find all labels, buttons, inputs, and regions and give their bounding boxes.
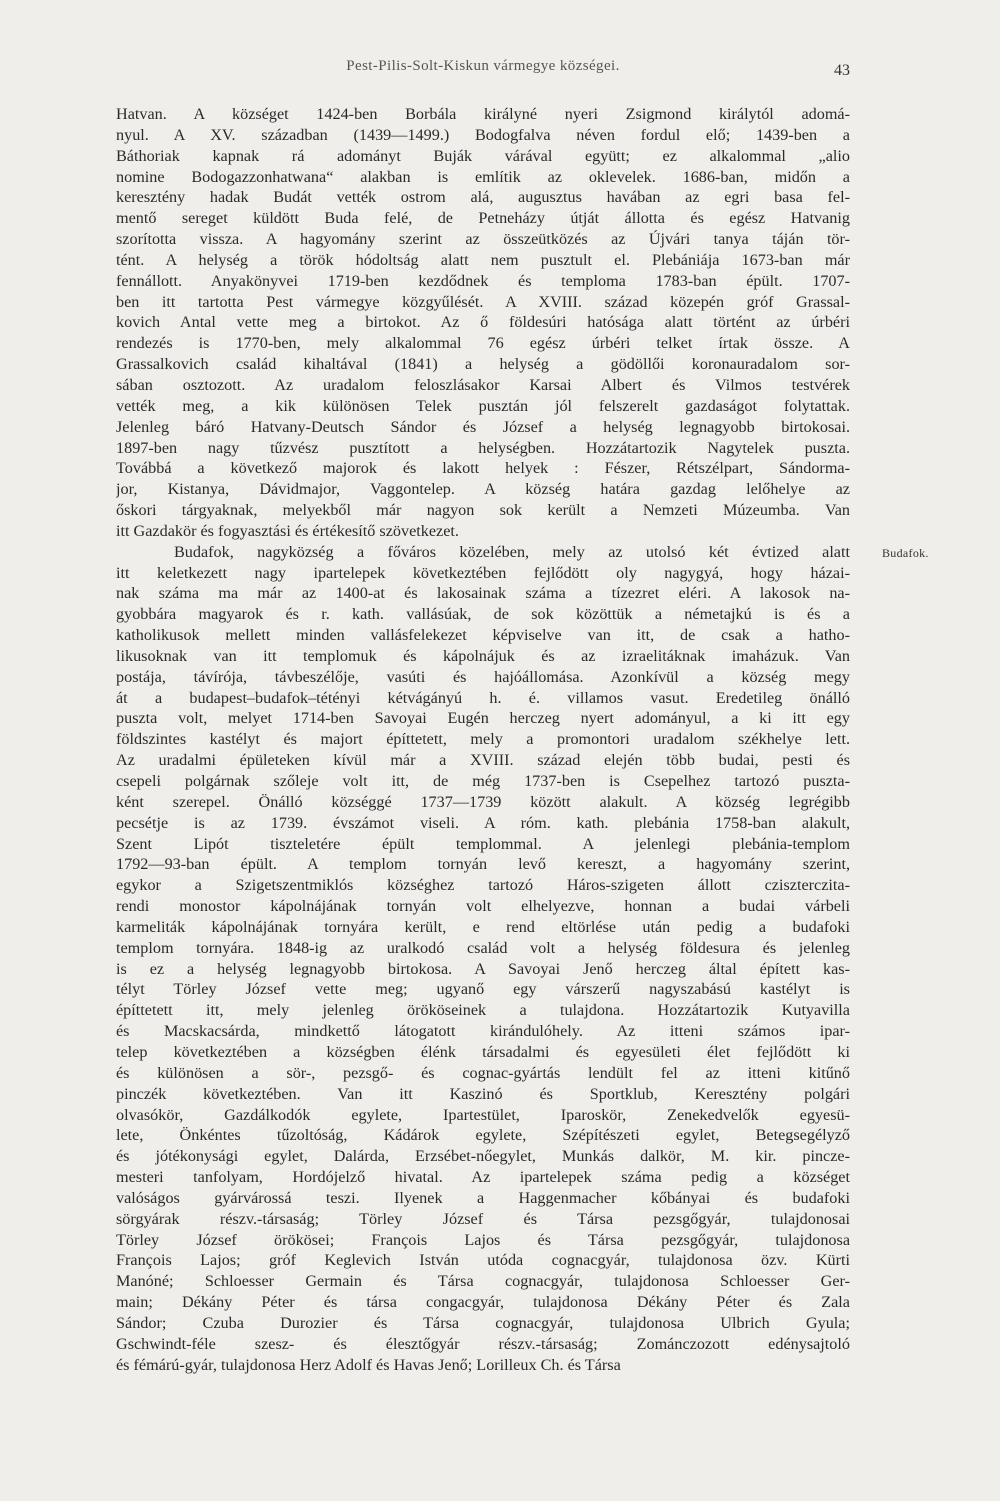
text-line: itt Gazdakör és fogyasztási és értékesítő szövetkezet.: [116, 521, 459, 540]
text-line: Hatvan. A községet 1424-ben Borbála királyné nyeri Zsigmond királytól adomá-: [116, 105, 850, 123]
text-line: építtetett itt, mely jelenleg örököseinek a tulajdona. Hozzátartozik Kutyavilla: [116, 1001, 850, 1020]
text-line: csepeli polgárnak szőleje volt itt, de még 1737-ben is Csepelhez tartozó puszta-: [116, 772, 850, 790]
body-text: [116, 104, 850, 1375]
text-line: ben itt tartotta Pest vármegye közgyűlését. A XVIII. század közepén gróf Grassal-: [116, 292, 850, 311]
text-line: 1792—93-ban épült. A templom tornyán levő kereszt, a hagyomány szerint,: [116, 855, 850, 874]
text-line: sában osztozott. Az uradalom feloszlásakor Karsai Albert és Vilmos testvérek: [116, 375, 850, 394]
text-line: őskori tárgyaknak, melyekből már nagyon sok került a Nemzeti Múzeumba. Van: [116, 501, 850, 520]
text-line: kovich Antal vette meg a birtokot. Az ő földesúri hatósága alatt történt az úrbéri: [116, 313, 850, 332]
text-line: és jótékonysági egylet, Dalárda, Erzsébet-nőegylet, Munkás dalkör, M. kir. pincze-: [116, 1147, 850, 1166]
text-line: át a budapest–budafok–tétényi kétvágányú h. é. villamos vasut. Eredetileg önálló: [116, 688, 850, 707]
text-line: François Lajos; gróf Keglevich István utóda cognacgyár, tulajdonosa özv. Kürti: [116, 1251, 850, 1270]
text-line: Továbbá a következő majorok és lakott helyek : Fészer, Rétszélpart, Sándorma-: [116, 459, 850, 478]
text-line: jor, Kistanya, Dávidmajor, Vaggontelep. A község határa gazdag lelőhelye az: [116, 480, 850, 499]
text-line: szorította vissza. A hagyomány szerint az összeütközés az Újvári tanya táján tör-: [116, 230, 850, 249]
text-line: gyobbára magyarok és r. kath. vallásúak, de sok közöttük a németajkú is és a: [116, 605, 850, 624]
text-line: Gschwindt-féle szesz- és élesztőgyár részv.-társaság; Zománczozott edénysajtoló: [116, 1334, 850, 1353]
margin-note: Budafok.: [882, 546, 929, 560]
text-line: Sándor; Czuba Durozier és Társa cognacgyár, tulajdonosa Ulbrich Gyula;: [116, 1313, 850, 1332]
page-header: [116, 58, 850, 82]
running-head: Pest-Pilis-Solt-Kiskun vármegye községei.: [346, 58, 620, 74]
text-line: telep következtében a községben élénk társadalmi és egyesületi élet fejlődött ki: [116, 1042, 850, 1061]
text-line: Jelenleg báró Hatvany-Deutsch Sándor és József a helység legnagyobb birtokosai.: [116, 417, 850, 436]
text-line: tént. A helység a török hódoltság alatt nem pusztult el. Plebániája 1673-ban már: [116, 250, 850, 269]
text-line: valóságos gyárvárossá teszi. Ilyenek a Haggenmacher kőbányai és budafoki: [116, 1188, 850, 1207]
text-line: Manóné; Schloesser Germain és Társa cognacgyár, tulajdonosa Schloesser Ger-: [116, 1272, 850, 1291]
page-number: 43: [834, 62, 850, 79]
text-line: földszintes kastélyt és majort építtetett, mely a promontori uradalom székhelye lett.: [116, 730, 850, 749]
text-line: katholikusok mellett minden vallásfelekezet képviselve van itt, de csak a hatho-: [116, 626, 850, 645]
text-line: télyt Törley József vette meg; ugyanő egy várszerű nagyszabású kastélyt is: [116, 980, 850, 999]
text-line: vették meg, a kik különösen Telek pusztán jól felszerelt gazdaságot folytattak.: [116, 396, 850, 415]
text-line: main; Dékány Péter és társa congacgyár, tulajdonosa Dékány Péter és Zala: [116, 1293, 850, 1312]
text-line: itt keletkezett nagy ipartelepek következtében fejlődött oly nagygyá, hogy házai-: [116, 563, 850, 582]
text-line: Budafok, nagyközség a főváros közelében, mely az utolsó két évtized alatt: [174, 542, 850, 561]
text-line: karmeliták kápolnájának tornyára került, e rend eltörlése után pedig a budafoki: [116, 917, 850, 936]
text-line: Báthoriak kapnak rá adományt Buják várával együtt; ez alkalommal „alio: [116, 146, 850, 165]
text-line: egykor a Szigetszentmiklós községhez tartozó Háros-szigeten állott cziszterczita-: [116, 876, 850, 895]
text-line: mesteri tanfolyam, Hordójelző hivatal. Az ipartelepek száma pedig a községet: [116, 1168, 850, 1187]
text-line: és Macskacsárda, mindkettő látogatott kirándulóhely. Az itteni számos ipar-: [116, 1022, 850, 1041]
text-line: pinczék következtében. Van itt Kaszinó és Sportklub, Keresztény polgári: [116, 1084, 850, 1103]
text-line: mentő sereget küldött Buda felé, de Petneházy útját állotta és egész Hatvanig: [116, 209, 850, 228]
text-line: Az uradalmi épületeken kívül már a XVIII. század elején több budai, pesti és: [116, 751, 850, 770]
text-line: nomine Bodogazzonhatwana“ alakban is említik az oklevelek. 1686-ban, midőn a: [116, 167, 850, 186]
text-line: pecsétje is az 1739. évszámot viseli. A róm. kath. plebánia 1758-ban alakult,: [116, 813, 850, 832]
text-line: templom tornyára. 1848-ig az uralkodó család volt a helység földesura és jelenleg: [116, 938, 850, 957]
text-line: és különösen a sör-, pezsgő- és cognac-gyártás lendült fel az itteni kitűnő: [116, 1063, 850, 1082]
text-line: Szent Lipót tiszteletére épült templommal. A jelenlegi plebánia-templom: [116, 834, 850, 853]
text-line: is ez a helység legnagyobb birtokosa. A Savoyai Jenő herczeg által épített kas-: [116, 959, 850, 978]
text-line: nak száma ma már az 1400-at és lakosainak száma a tízezret eléri. A lakosok na-: [116, 584, 850, 603]
text-line: nyul. A XV. században (1439—1499.) Bodogfalva néven fordul elő; 1439-ben a: [116, 125, 850, 144]
text-line: ként szerepel. Önálló községgé 1737—1739 között alakult. A község legrégibb: [116, 792, 850, 811]
text-line: puszta volt, melyet 1714-ben Savoyai Eugén herczeg nyert adományul, a ki itt egy: [116, 709, 850, 728]
text-line: keresztény hadak Budát vették ostrom alá, augusztus havában az egri basa fel-: [116, 188, 850, 207]
text-line: Grassalkovich család kihaltával (1841) a helység a gödöllői koronauradalom sor-: [116, 355, 850, 374]
text-line: likusoknak van itt templomuk és kápolnájuk és az izraelitáknak imaházuk. Van: [116, 646, 850, 665]
text-line: fennállott. Anyakönyvei 1719-ben kezdődnek és temploma 1783-ban épült. 1707-: [116, 271, 850, 290]
text-line: postája, távírója, távbeszélője, vasúti és hajóállomása. Azonkívül a község megy: [116, 667, 850, 686]
text-line: sörgyárak részv.-társaság; Törley József és Társa pezsgőgyár, tulajdonosai: [116, 1209, 850, 1228]
text-line: és fémárú-gyár, tulajdonosa Herz Adolf és Havas Jenő; Lorilleux Ch. és Társa: [116, 1355, 621, 1374]
text-line: olvasókör, Gazdálkodók egylete, Ipartestület, Iparoskör, Zenekedvelők egyesü-: [116, 1105, 850, 1124]
text-line: rendezés is 1770-ben, mely alkalommal 76 egész úrbéri telket írtak össze. A: [116, 334, 850, 353]
text-line: 1897-ben nagy tűzvész pusztított a helységben. Hozzátartozik Nagytelek puszta.: [116, 438, 850, 457]
text-line: Törley József örökösei; François Lajos és Társa pezsgőgyár, tulajdonosa: [116, 1230, 850, 1249]
text-line: lete, Önkéntes tűzoltóság, Kádárok egylete, Szépítészeti egylet, Betegsegélyző: [116, 1126, 850, 1145]
text-line: rendi monostor kápolnájának tornyán volt elhelyezve, honnan a budai várbeli: [116, 897, 850, 916]
